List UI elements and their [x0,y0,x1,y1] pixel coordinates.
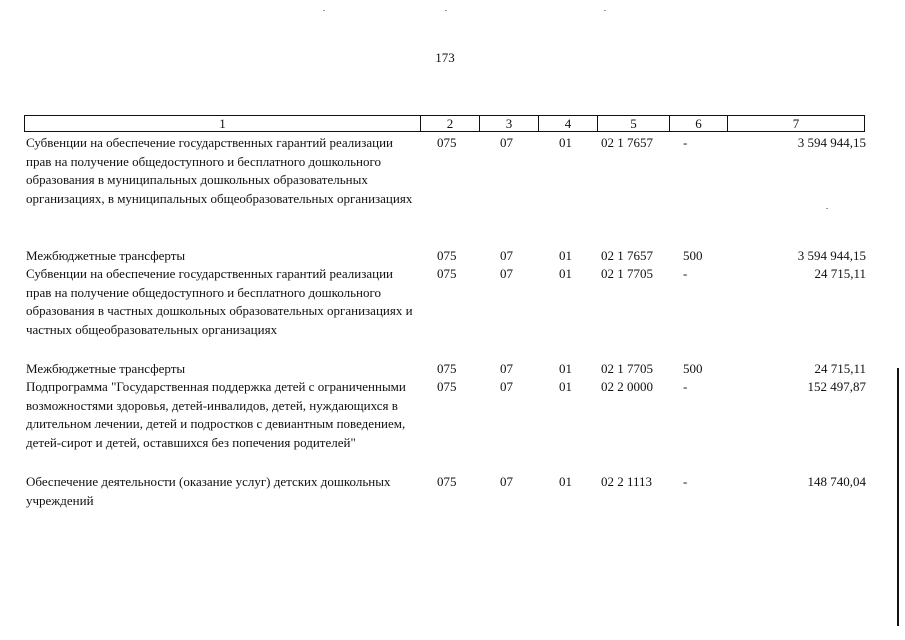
row-col-3: 07 [500,474,513,489]
scan-speck [826,208,828,209]
header-col-4: 4 [539,116,598,131]
header-col-3: 3 [480,116,539,131]
row-col-3: 07 [500,379,513,394]
row-col-7: 3 594 944,15 [797,135,866,150]
row-col-3: 07 [500,135,513,150]
row-col-4: 01 [559,248,572,263]
row-col-3: 07 [500,248,513,263]
row-col-6: - [683,379,688,394]
row-col-7: 24 715,11 [814,361,866,376]
row-name: Межбюджетные трансферты [26,361,186,376]
row-col-7: 152 497,87 [807,379,866,394]
row-col-6: 500 [683,361,703,376]
header-col-7: 7 [792,116,800,131]
row-col-2: 075 [437,135,457,150]
header-col-5: 5 [598,116,670,131]
row-name: Субвенции на обеспечение государственных гарантий реализации прав на получение общедоступного и бесплатного дошкольного образования в частных дошкольных образовательных организациях и частных общеобразовательных организациях [26,266,413,337]
header-col-6: 6 [670,116,728,131]
row-col-2: 075 [437,474,457,489]
row-col-5: 02 1 7705 [601,266,653,281]
header-col-2: 2 [421,116,480,131]
row-col-3: 07 [500,361,513,376]
row-col-2: 075 [437,266,457,281]
row-col-2: 075 [437,361,457,376]
row-name: Межбюджетные трансферты [26,248,186,263]
row-col-2: 075 [437,248,457,263]
page-number: 173 [435,50,455,65]
row-col-5: 02 1 7705 [601,361,653,376]
row-col-6: - [683,474,688,489]
row-col-7: 24 715,11 [814,266,866,281]
row-col-6: - [683,266,688,281]
row-col-4: 01 [559,266,572,281]
row-col-3: 07 [500,266,513,281]
row-col-5: 02 2 0000 [601,379,653,394]
scan-edge-line [897,368,899,626]
row-col-6: 500 [683,248,703,263]
row-name: Подпрограмма "Государственная поддержка детей с ограниченными возможностями здоровья, детей-инвалидов, детей, нуждающихся в длительном лечении, детей и подростков с девиантным поведением, детей-сирот и детей, оставшихся без попечения родителей" [26,379,406,450]
row-col-7: 3 594 944,15 [797,248,866,263]
row-col-4: 01 [559,379,572,394]
row-col-4: 01 [559,361,572,376]
row-col-7: 148 740,04 [807,474,866,489]
row-name: Обеспечение деятельности (оказание услуг) детских дошкольных учреждений [26,474,391,508]
row-col-4: 01 [559,474,572,489]
table-header [24,115,865,132]
row-name: Субвенции на обеспечение государственных гарантий реализации прав на получение общедоступного и бесплатного дошкольного образования в муниципальных дошкольных образовательных организациях, в муниципальных общеобразовательных организациях [26,135,413,206]
row-col-5: 02 1 7657 [601,135,653,150]
row-col-2: 075 [437,379,457,394]
row-col-4: 01 [559,135,572,150]
scan-speck [604,10,606,11]
scan-speck [445,10,447,11]
row-col-5: 02 2 1113 [601,474,653,489]
header-col-1: 1 [25,116,421,131]
scan-speck [323,10,325,11]
row-col-6: - [683,135,688,150]
row-col-5: 02 1 7657 [601,248,653,263]
